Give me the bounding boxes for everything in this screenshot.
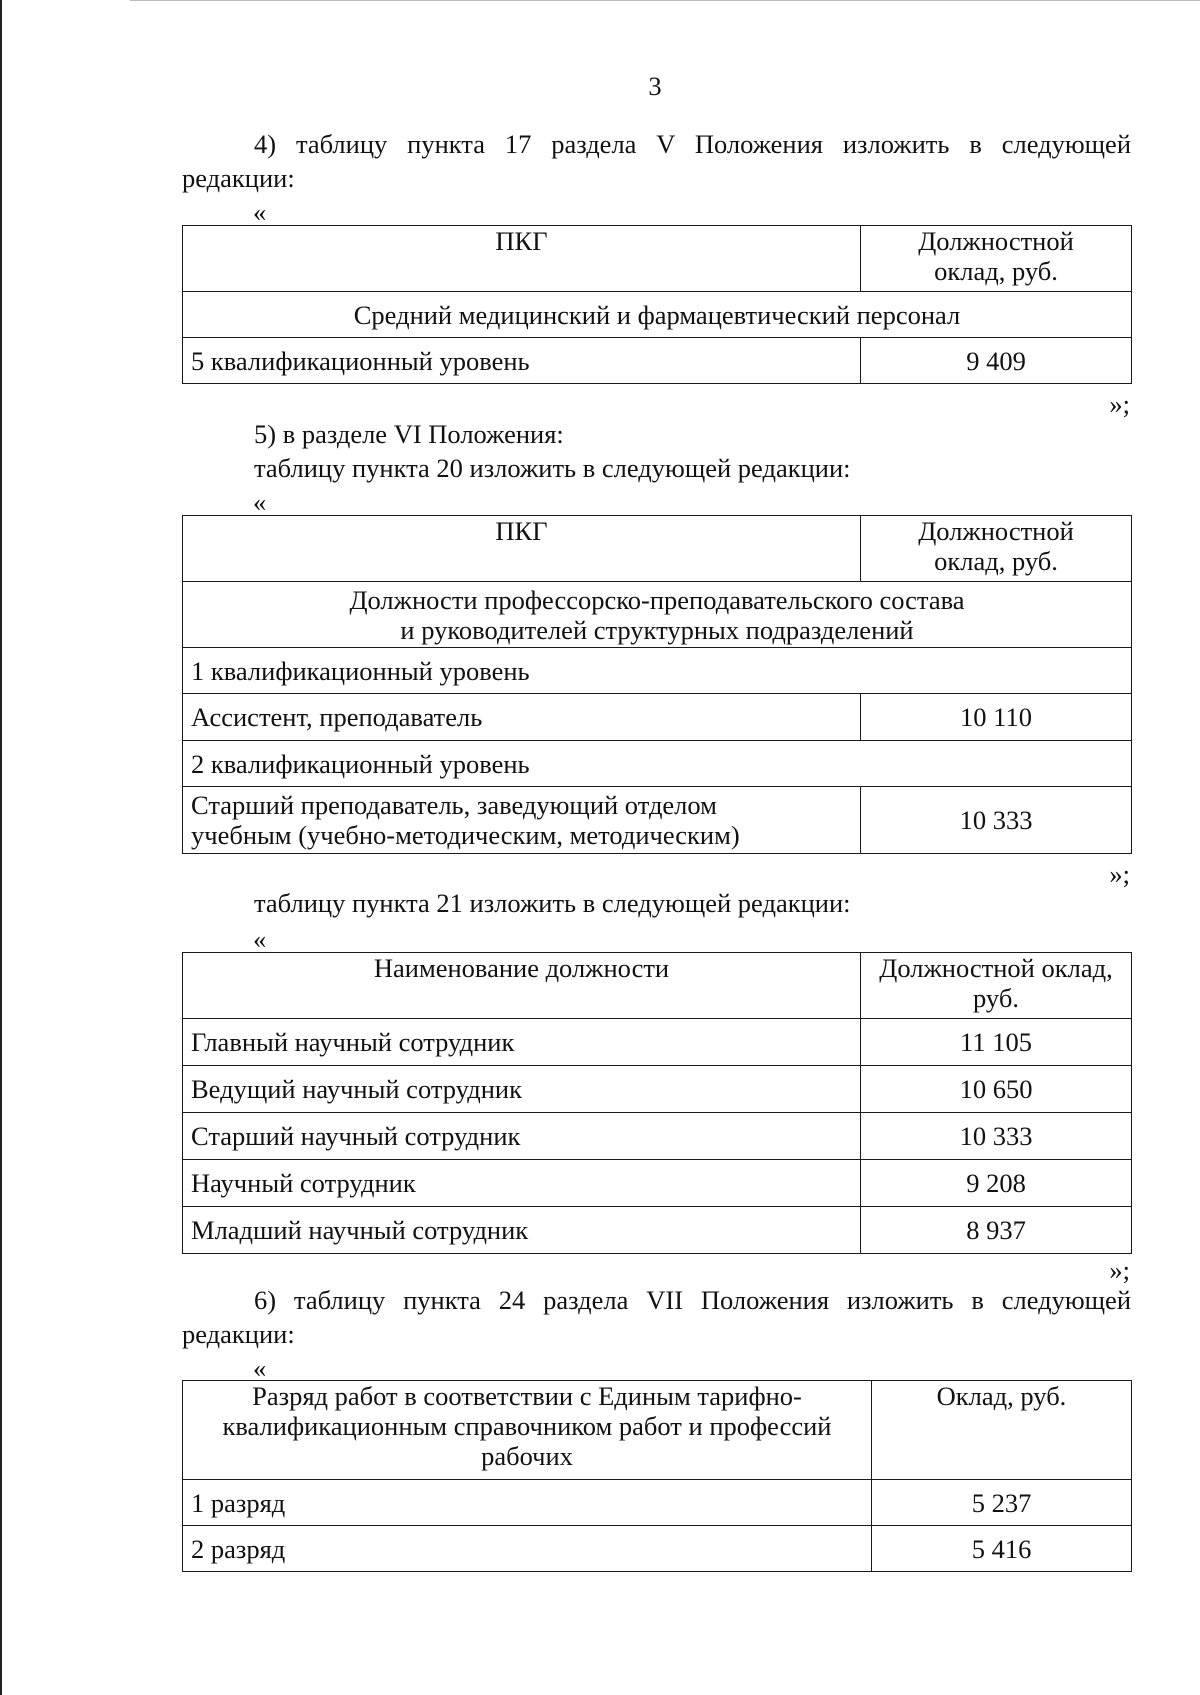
row-name: Старший научный сотрудник bbox=[183, 1113, 861, 1160]
table-item4 bbox=[182, 225, 1132, 384]
item5-line1: 5) в разделе VI Положения: bbox=[254, 419, 564, 449]
table-item5 bbox=[182, 515, 1132, 854]
item5-line2: таблицу пункта 20 изложить в следующей редакции: bbox=[254, 453, 851, 483]
row-name: Младший научный сотрудник bbox=[183, 1207, 861, 1254]
table-row bbox=[183, 1207, 1132, 1254]
row-value: 9 208 bbox=[861, 1160, 1132, 1207]
table-group-row: Средний медицинский и фармацевтический персонал bbox=[183, 292, 1132, 338]
table-row bbox=[183, 1160, 1132, 1207]
item6-open-quote: « bbox=[253, 1353, 267, 1383]
table-header-pkg: ПКГ bbox=[183, 226, 861, 292]
row-value: 10 650 bbox=[861, 1066, 1132, 1113]
row-value: 11 105 bbox=[861, 1019, 1132, 1066]
row-value: 10 333 bbox=[861, 1113, 1132, 1160]
table-row bbox=[183, 1019, 1132, 1066]
item5-close-quote: »; bbox=[1109, 859, 1130, 889]
row-name: 2 разряд bbox=[183, 1526, 872, 1572]
row-name: Ведущий научный сотрудник bbox=[183, 1066, 861, 1113]
table-row bbox=[183, 1066, 1132, 1113]
table-item6 bbox=[182, 1380, 1132, 1572]
table-row bbox=[183, 338, 1132, 384]
item4-line1: 4) таблицу пункта 17 раздела V Положения изложить в следующей bbox=[254, 129, 1131, 159]
page-number: 3 bbox=[648, 71, 662, 101]
row-name: 1 разряд bbox=[183, 1480, 872, 1526]
table-row bbox=[183, 1526, 1132, 1572]
table-header-salary: Должностной оклад, руб. bbox=[861, 226, 1132, 292]
table-header-name: Наименование должности bbox=[183, 953, 861, 1019]
item5-open-quote: « bbox=[253, 487, 267, 517]
item4-open-quote: « bbox=[253, 197, 267, 227]
row-name: Старший преподаватель, заведующий отделом учебным (учебно-методическим, методическим) bbox=[183, 787, 861, 854]
row-name: Главный научный сотрудник bbox=[183, 1019, 861, 1066]
row-value: 8 937 bbox=[861, 1207, 1132, 1254]
table-header-salary: Должностной оклад, руб. bbox=[861, 516, 1132, 582]
table-header-salary: Должностной оклад, руб. bbox=[861, 953, 1132, 1019]
table-item5b bbox=[182, 952, 1132, 1254]
table-row bbox=[183, 787, 1132, 854]
row-value: 9 409 bbox=[861, 338, 1132, 384]
row-value: 5 416 bbox=[872, 1526, 1132, 1572]
table-row bbox=[183, 1113, 1132, 1160]
table-level2-row: 2 квалификационный уровень bbox=[183, 741, 1132, 787]
table-header-name: Разряд работ в соответствии с Единым тарифно- квалификационным справочником работ и профессий рабочих bbox=[183, 1381, 872, 1480]
table-row bbox=[183, 694, 1132, 741]
item4-line2: редакции: bbox=[182, 163, 295, 193]
table-header-salary: Оклад, руб. bbox=[872, 1381, 1132, 1480]
top-scan-edge bbox=[130, 0, 1200, 1]
row-value: 10 333 bbox=[861, 787, 1132, 854]
row-name: Научный сотрудник bbox=[183, 1160, 861, 1207]
item6-line2: редакции: bbox=[182, 1319, 295, 1349]
table-header-pkg: ПКГ bbox=[183, 516, 861, 582]
item5b-close-quote: »; bbox=[1109, 1255, 1130, 1285]
table-level1-row: 1 квалификационный уровень bbox=[183, 648, 1132, 694]
item4-close-quote: »; bbox=[1109, 389, 1130, 419]
row-name: 5 квалификационный уровень bbox=[183, 338, 861, 384]
row-name: Ассистент, преподаватель bbox=[183, 694, 861, 741]
table-group-row: Должности профессорско-преподавательского состава и руководителей структурных подразделений bbox=[183, 582, 1132, 648]
table-row bbox=[183, 1480, 1132, 1526]
row-value: 10 110 bbox=[861, 694, 1132, 741]
item5b-open-quote: « bbox=[253, 924, 267, 954]
row-value: 5 237 bbox=[872, 1480, 1132, 1526]
item6-line1: 6) таблицу пункта 24 раздела VII Положения изложить в следующей bbox=[254, 1285, 1131, 1315]
left-scan-edge bbox=[0, 0, 2, 1695]
item5b-line: таблицу пункта 21 изложить в следующей редакции: bbox=[254, 888, 851, 918]
